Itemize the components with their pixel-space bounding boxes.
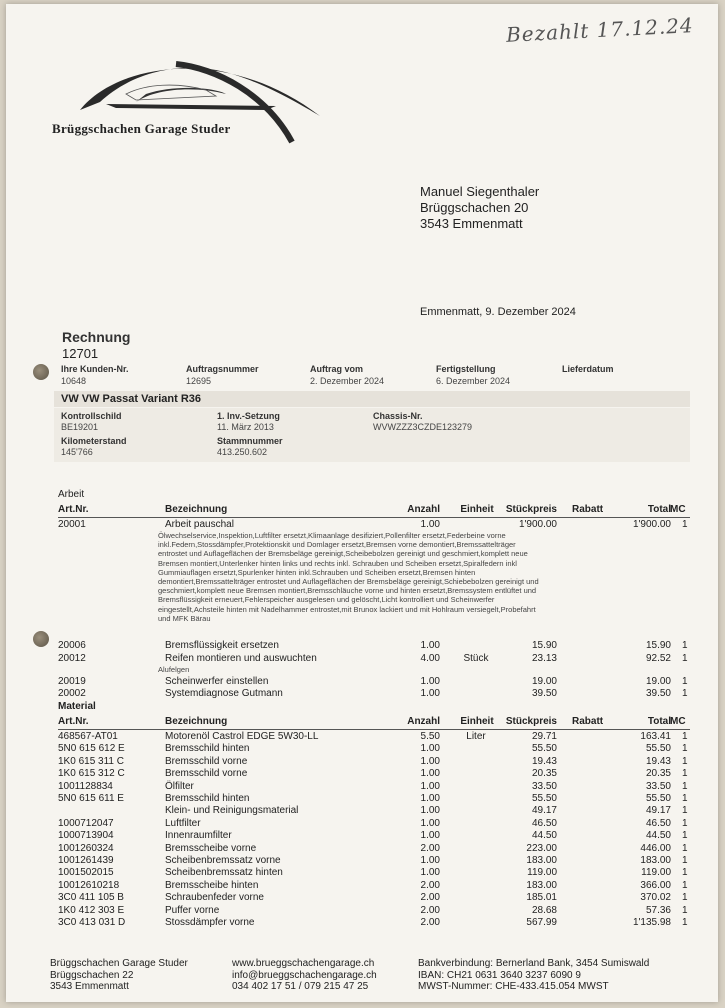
table-row: [58, 653, 690, 665]
cell-art: 1000713904: [58, 830, 114, 842]
cell-art: 20012: [58, 653, 86, 664]
base-number-label: Stammnummer: [217, 436, 283, 446]
footer-website-link[interactable]: www.brueggschachengarage.ch: [232, 958, 375, 969]
plate-label: Kontrollschild: [61, 411, 122, 421]
cell-mc: 1: [682, 904, 688, 916]
cell-bez: Schraubenfeder vorne: [165, 892, 264, 904]
plate-value: BE19201: [61, 422, 99, 432]
cell-mc: 1: [682, 653, 688, 664]
cell-tot: 55.50: [645, 743, 671, 755]
cell-anz: 1.00: [420, 793, 440, 804]
cell-anz: 1.00: [420, 688, 440, 699]
cell-anz: 1.00: [420, 805, 440, 817]
col-bez: Bezeichnung: [165, 716, 228, 727]
cell-bez: Bremsscheibe vorne: [165, 842, 257, 854]
cell-tot: 19.00: [645, 676, 671, 687]
cell-anz: 1.00: [420, 780, 440, 792]
cell-mc: 1: [682, 768, 688, 780]
cell-bez: Puffer vorne: [165, 904, 220, 916]
table-row: [58, 905, 690, 917]
cell-tot: 446.00: [640, 842, 671, 854]
cell-bez: Luftfilter: [165, 817, 201, 829]
table-row: [58, 781, 690, 793]
cell-stk: 185.01: [526, 892, 557, 904]
cell-anz: 1.00: [420, 855, 440, 866]
cell-art: 1001128834: [58, 780, 113, 792]
table-row: [58, 640, 690, 652]
table-row: [58, 818, 690, 830]
cell-tot: 49.17: [645, 805, 671, 817]
vehicle-details-band: [54, 408, 690, 462]
col-art: Art.Nr.: [58, 716, 89, 727]
cell-anz: 4.00: [420, 653, 440, 664]
first-registration-value: 11. März 2013: [217, 422, 274, 432]
cell-art: 20006: [58, 640, 86, 651]
cell-tot: 44.50: [645, 830, 671, 842]
footer-company: [50, 958, 188, 993]
arbeit-header-row: [58, 504, 690, 516]
cell-anz: 1.00: [420, 676, 440, 687]
invoice-page: [6, 4, 718, 1002]
cell-anz: 2.00: [420, 842, 440, 854]
cell-tot: 366.00: [640, 879, 671, 891]
cell-tot: 39.50: [645, 688, 671, 699]
cell-tot: 33.50: [645, 780, 671, 792]
col-tot: Total: [647, 716, 671, 727]
cell-bez: Bremsflüssigkeit ersetzen: [165, 640, 279, 651]
cell-bez: Scheinwerfer einstellen: [165, 676, 269, 687]
cell-bez: Bremsschild hinten: [165, 743, 250, 755]
col-rab: Rabatt: [572, 504, 604, 515]
cell-stk: 28.68: [531, 904, 557, 916]
cell-tot: 1'135.98: [632, 917, 671, 928]
col-stk: Stückpreis: [505, 716, 557, 727]
punch-hole: [33, 631, 49, 647]
cell-stk: 46.50: [531, 817, 557, 829]
base-number-value: 413.250.602: [217, 447, 268, 457]
cell-art: 20001: [58, 519, 86, 530]
cell-stk: 33.50: [531, 780, 557, 792]
footer-company-street: Brüggschachen 22: [50, 969, 134, 981]
invoice-title: Rechnung: [62, 329, 131, 345]
cell-bez: Bremsschild vorne: [165, 755, 248, 767]
cell-stk: 119.00: [527, 867, 557, 879]
table-row: [58, 830, 690, 842]
cell-mc: 1: [682, 755, 688, 767]
col-stk: Stückpreis: [505, 504, 557, 515]
footer-company-city: 3543 Emmenmatt: [50, 981, 129, 992]
table-row: [58, 880, 690, 892]
cell-anz: 2.00: [420, 892, 440, 904]
cell-stk: 183.00: [526, 855, 557, 866]
cell-stk: 49.17: [531, 805, 557, 817]
cell-anz: 1.00: [420, 755, 440, 767]
cell-stk: 223.00: [526, 842, 557, 854]
col-anz: Anzahl: [407, 716, 440, 727]
cell-art: 3C0 413 031 D: [58, 917, 126, 928]
cell-mc: 1: [682, 793, 688, 804]
col-art: Art.Nr.: [58, 504, 89, 515]
footer-email-link[interactable]: info@brueggschachengarage.ch: [232, 969, 377, 981]
vehicle-title: VW VW Passat Variant R36: [61, 393, 201, 405]
cell-art: 5N0 615 611 E: [58, 793, 124, 804]
cell-stk: 1'900.00: [518, 519, 557, 530]
customer-number: 10648: [61, 376, 87, 386]
cell-tot: 57.36: [645, 904, 671, 916]
cell-bez: Reifen montieren und auswuchten: [165, 653, 317, 664]
col-tot: Total: [647, 504, 671, 515]
table-row: [58, 756, 690, 768]
cell-art: 1K0 615 312 C: [58, 768, 125, 780]
cell-mc: 1: [682, 817, 688, 829]
cell-anz: 1.00: [420, 817, 440, 829]
footer-contact: [232, 958, 377, 993]
cell-stk: 567.99: [526, 917, 557, 928]
cell-anz: 1.00: [420, 830, 440, 842]
cell-bez: Systemdiagnose Gutmann: [165, 688, 283, 699]
header-rule: [58, 729, 690, 730]
table-row: [58, 743, 690, 755]
cell-tot: 15.90: [645, 640, 671, 651]
cell-anz: 1.00: [420, 768, 440, 780]
footer-bank: [418, 958, 649, 993]
cell-tot: 119.00: [641, 867, 671, 879]
cell-art: 1K0 412 303 E: [58, 904, 125, 916]
cell-mc: 1: [682, 830, 688, 842]
cell-stk: 15.90: [531, 640, 557, 651]
cell-mc: 1: [682, 805, 688, 817]
col-mc: MC: [670, 504, 686, 515]
col-mc: MC: [670, 716, 686, 727]
cell-art: 20002: [58, 688, 86, 699]
company-name: Brüggschachen Garage Studer: [52, 121, 231, 136]
footer-vat-number: MWST-Nummer: CHE-433.415.054 MWST: [418, 981, 609, 992]
cell-stk: 39.50: [531, 688, 557, 699]
cell-tot: 20.35: [645, 768, 671, 780]
row-subtext: Alufelgen: [158, 665, 190, 674]
cell-stk: 20.35: [531, 768, 557, 780]
cell-tot: 183.00: [640, 855, 671, 866]
work-description: Ölwechselservice,Inspektion,Luftfilter ersetzt,Klimaanlage desifiziert,Pollenfilter ersetzt,Federbeine vorne inkl.Federn,Stossdämpfer,Protektionskit und Domlager ersetzt,Bremsen vorne demontiert,Bremssattelträger entrostet und Auflageflächen der Bremsbeläge gereinigt,Scheibebolzen gereinigt und geschmiert,komplett neue Bremsen montiert,Unterlenker hinten links und rechts inkl. Schrauben und Scheiben ersetzt,Spiralfedern inkl Gummiauflagen ersetzt,Spurlenker hinten inkl.Schrauben und Scheiben ersetzt,Bremsen hinten demontiert,Bremssattelträger entrostet und Auflageflächen der Bremsbeläge gereinigt,Schiebebolzen gereinigt und geschmiert,komplett neue Bremsen montiert,Bremsschläuche vorne und hinten ersetzt,Bremssystem entlüftet und Bremsflüssigkeit erneuert,Fehlerspeicher ausgelesen und gelöscht,Licht kontrolliert und Scheinwerfer eingestellt,Achsteile hinten mit Nadelhammer entrostet,mit Brunox lackiert und mit Hohlraum versiegelt,Probefahrt und MFK Bärau: [158, 531, 539, 623]
cell-stk: 29.71: [531, 731, 557, 742]
cell-bez: Motorenöl Castrol EDGE 5W30-LL: [165, 731, 319, 742]
completion-label: Fertigstellung: [436, 364, 496, 374]
table-row: [58, 793, 690, 805]
cell-stk: 55.50: [531, 793, 557, 804]
order-date-label: Auftrag vom: [310, 364, 364, 374]
order-number: 12695: [186, 376, 212, 386]
cell-stk: 44.50: [531, 830, 557, 842]
col-ein: Einheit: [460, 504, 494, 515]
order-date: 2. Dezember 2024: [310, 376, 385, 386]
footer-phone: 034 402 17 51 / 079 215 47 25: [232, 981, 369, 992]
cell-tot: 46.50: [645, 817, 671, 829]
cell-ein: Liter: [466, 731, 486, 742]
cell-anz: 1.00: [420, 867, 440, 879]
cell-bez: Innenraumfilter: [165, 830, 232, 842]
section-arbeit-title: Arbeit: [58, 489, 85, 500]
table-row: [58, 855, 690, 867]
cell-anz: 2.00: [420, 904, 440, 916]
col-anz: Anzahl: [407, 504, 440, 515]
delivery-date-label: Lieferdatum: [562, 364, 614, 374]
table-row: [58, 892, 690, 904]
mileage-label: Kilometerstand: [61, 436, 127, 446]
place-date: Emmenmatt, 9. Dezember 2024: [420, 306, 576, 318]
cell-anz: 1.00: [420, 743, 440, 755]
order-number-label: Auftragsnummer: [186, 364, 259, 374]
table-row: [58, 676, 690, 688]
cell-tot: 163.41: [640, 731, 671, 742]
cell-art: 1001261439: [58, 855, 114, 866]
col-ein: Einheit: [460, 716, 494, 727]
cell-tot: 1'900.00: [632, 519, 671, 530]
cell-mc: 1: [682, 731, 688, 742]
cell-tot: 370.02: [640, 892, 671, 904]
customer-number-label: Ihre Kunden-Nr.: [61, 364, 129, 374]
cell-mc: 1: [682, 688, 688, 699]
table-row: [58, 917, 690, 929]
recipient-name: Manuel Siegenthaler: [420, 184, 540, 199]
recipient-city: 3543 Emmenmatt: [420, 216, 523, 231]
cell-stk: 19.43: [531, 755, 557, 767]
cell-mc: 1: [682, 879, 688, 891]
table-row: [58, 731, 690, 743]
cell-art: 1001502015: [58, 867, 114, 879]
cell-bez: Scheibenbremssatz hinten: [165, 867, 283, 879]
cell-stk: 23.13: [531, 653, 557, 664]
cell-bez: Bremsscheibe hinten: [165, 879, 259, 891]
cell-art: 1000712047: [58, 817, 114, 829]
cell-anz: 2.00: [420, 917, 440, 928]
cell-anz: 1.00: [420, 640, 440, 651]
cell-tot: 92.52: [645, 653, 671, 664]
recipient-address: [420, 184, 539, 232]
material-header-row: [58, 716, 690, 728]
col-rab: Rabatt: [572, 716, 604, 727]
cell-bez: Scheibenbremssatz vorne: [165, 855, 281, 866]
mileage-value: 145'766: [61, 447, 93, 457]
col-bez: Bezeichnung: [165, 504, 228, 515]
section-material-title: Material: [58, 701, 96, 712]
cell-bez: Bremsschild hinten: [165, 793, 250, 804]
cell-tot: 55.50: [645, 793, 671, 804]
cell-anz: 1.00: [420, 519, 440, 530]
handwritten-paid-note: Bezahlt 17.12.24: [505, 13, 695, 47]
table-row: [58, 867, 690, 879]
cell-art: 1K0 615 311 C: [58, 755, 124, 767]
completion-date: 6. Dezember 2024: [436, 376, 511, 386]
cell-mc: 1: [682, 855, 688, 866]
cell-art: 20019: [58, 676, 86, 687]
cell-bez: Stossdämpfer vorne: [165, 917, 255, 928]
cell-bez: Ölfilter: [165, 780, 194, 792]
cell-bez: Arbeit pauschal: [165, 519, 234, 530]
table-row: [58, 843, 690, 855]
cell-mc: 1: [682, 867, 688, 879]
chassis-value: WVWZZZ3CZDE123279: [373, 422, 473, 432]
cell-ein: Stück: [463, 653, 489, 664]
cell-bez: Klein- und Reinigungsmaterial: [165, 805, 299, 817]
invoice-number: 12701: [62, 346, 99, 361]
table-row: [58, 688, 690, 700]
cell-art: 1001260324: [58, 842, 114, 854]
cell-art: 10012610218: [58, 879, 120, 891]
cell-anz: 2.00: [420, 879, 440, 891]
cell-art: 3C0 411 105 B: [58, 892, 124, 904]
table-row: [58, 805, 690, 817]
footer-bank-connection: Bankverbindung: Bernerland Bank, 3454 Sumiswald: [418, 958, 650, 969]
cell-art: 5N0 615 612 E: [58, 743, 125, 755]
recipient-street: Brüggschachen 20: [420, 200, 529, 215]
cell-mc: 1: [682, 780, 688, 792]
punch-hole: [33, 364, 49, 380]
cell-bez: Bremsschild vorne: [165, 768, 248, 780]
cell-mc: 1: [682, 892, 688, 904]
header-rule: [58, 517, 690, 518]
table-row: [58, 519, 690, 531]
first-registration-label: 1. Inv.-Setzung: [217, 411, 280, 421]
cell-stk: 55.50: [531, 743, 557, 755]
cell-stk: 183.00: [526, 879, 557, 891]
footer-iban: IBAN: CH21 0631 3640 3237 6090 9: [418, 969, 581, 981]
cell-art: 468567-AT01: [58, 731, 118, 742]
table-row: [58, 768, 690, 780]
cell-mc: 1: [682, 640, 688, 651]
cell-mc: 1: [682, 743, 688, 755]
cell-stk: 19.00: [531, 676, 557, 687]
cell-mc: 1: [682, 676, 688, 687]
footer-company-name: Brüggschachen Garage Studer: [50, 958, 188, 969]
cell-mc: 1: [682, 842, 688, 854]
cell-mc: 1: [682, 519, 688, 530]
chassis-label: Chassis-Nr.: [373, 411, 423, 421]
cell-anz: 5.50: [420, 731, 440, 742]
cell-tot: 19.43: [645, 755, 671, 767]
cell-mc: 1: [682, 917, 688, 928]
